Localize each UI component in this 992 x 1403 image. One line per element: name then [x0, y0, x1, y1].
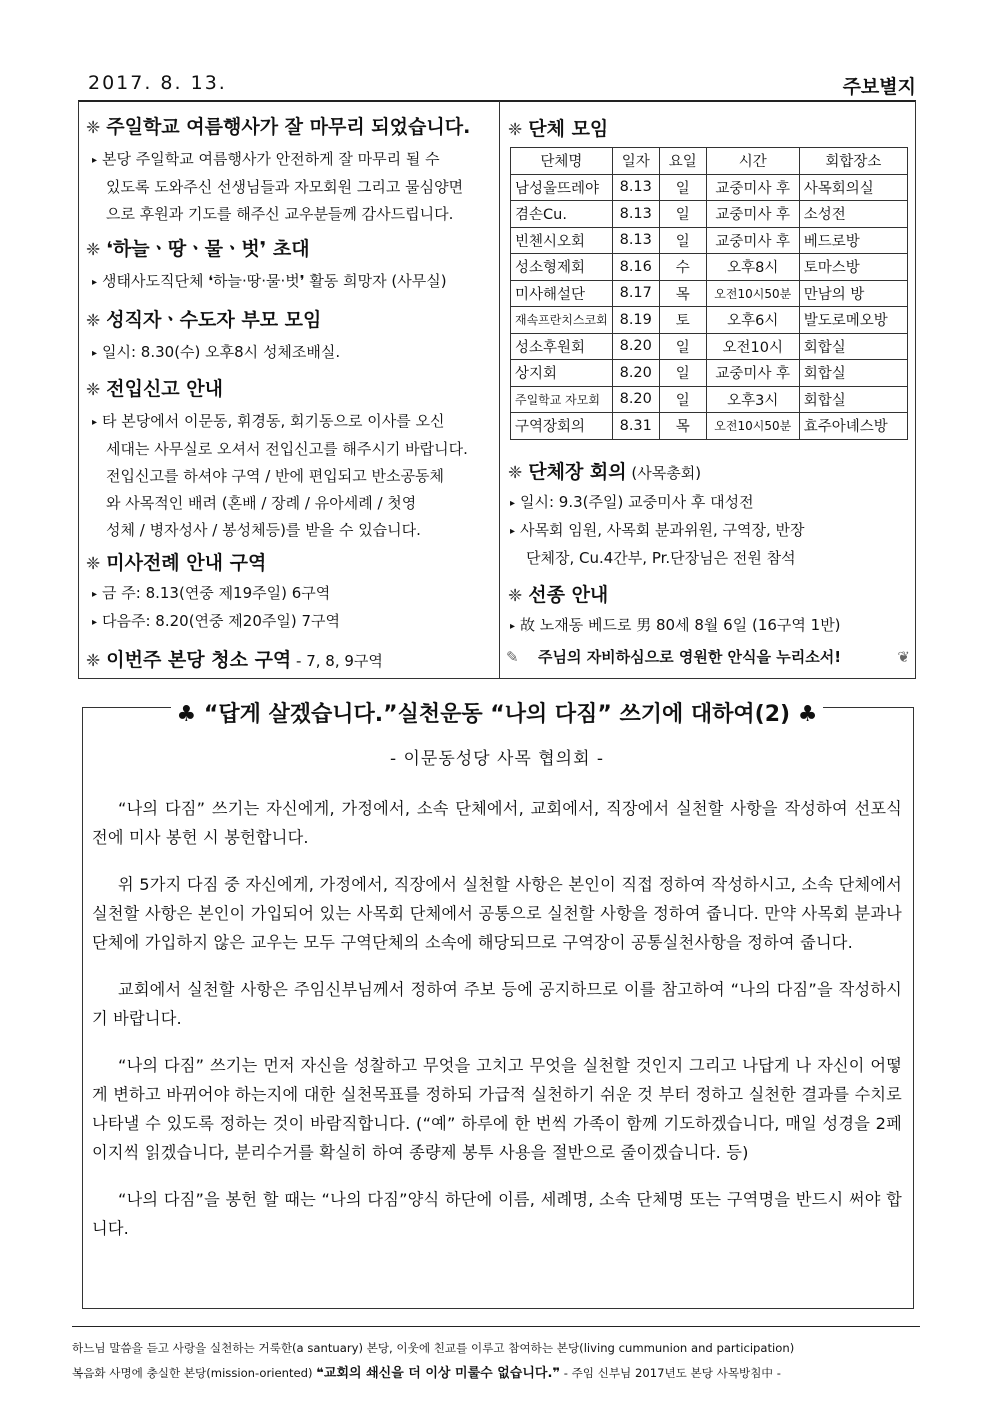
- table-cell: 일: [659, 360, 706, 387]
- table-cell: 성소후원회: [511, 333, 613, 360]
- table-cell: 8.13: [612, 201, 659, 228]
- table-row: [511, 227, 908, 254]
- table-cell: 발도로메오방: [799, 307, 907, 334]
- table-row: [511, 280, 908, 307]
- section-cleaning: [86, 648, 498, 673]
- table-cell: 효주아녜스방: [799, 413, 907, 440]
- table-row: [511, 174, 908, 201]
- table-cell: 수: [659, 254, 706, 281]
- table-cell: 목: [659, 413, 706, 440]
- table-cell: 일: [659, 174, 706, 201]
- table-cell: 구역장회의: [511, 413, 613, 440]
- bullet-icon: ▸: [510, 621, 516, 632]
- section-funeral: [508, 583, 912, 640]
- table-cell: 오후3시: [706, 386, 799, 413]
- notice-line: 사목회 임원, 사목회 분과위원, 구역장, 반장: [520, 521, 805, 539]
- footer-motto-1: 하느님 말씀을 듣고 사랑을 실천하는 거룩한(a santuary) 본당, 이웃에 친교를 이루고 참여하는 본당(living cummunion and participation): [72, 1341, 795, 1355]
- notice-line: 故 노재동 베드로 男 80세 8월 6일 (16구역 1반): [520, 616, 841, 634]
- section-suffix: - 7, 8, 9구역: [291, 652, 383, 670]
- bulletin-date: 2017. 8. 13.: [88, 72, 227, 94]
- table-cell: 사목회의실: [799, 174, 907, 201]
- article-paragraph: 위 5가지 다짐 중 자신에게, 가정에서, 직장에서 실천할 사항은 본인이 직접 정하여 작성하시고, 소속 단체에서 실천할 사항은 본인이 가입되어 있는 사목회 단체에서 공통으로 실천할 사항을 정하여 줍니다. 만약 사목회 분과나 단체에 가입하지 않은 교우는 모두 구역단체의 소속에 해당되므로 구역장이 공통실천사항을 정하여 줍니다.: [92, 875, 902, 952]
- table-cell: 재속프란치스코회: [511, 307, 613, 334]
- section-eco-invite: [86, 237, 498, 296]
- table-cell: 오전10시: [706, 333, 799, 360]
- table-cell: 8.13: [612, 227, 659, 254]
- section-title: ❛하늘ㆍ땅ㆍ물ㆍ벗❜ 초대: [106, 238, 310, 260]
- article-paragraph: “나의 다짐” 쓰기는 먼저 자신을 성찰하고 무엇을 고치고 무엇을 실천할 것인지 그리고 나답게 나 자신이 어떻게 변하고 바뀌어야 하는지에 대한 실천목표를 정하되 가급적 실천하기 쉬운 것 부터 정하고 실천한 결과를 수치로 나타낼 수 있도록 정하는 것이 바람직합니다. (“예” 하루에 한 번씩 가족이 함께 기도하겠습니다, 매일 성경을 2페이지씩 읽겠습니다, 분리수거를 확실히 하여 종량제 봉투 사용을 절반으로 줄이겠습니다. 등): [92, 1056, 903, 1162]
- table-cell: 주일학교 자모회: [511, 386, 613, 413]
- table-cell: 빈첸시오회: [511, 227, 613, 254]
- group-meeting-table: [510, 147, 908, 440]
- table-cell: 회합실: [799, 386, 907, 413]
- table-cell: 오후8시: [706, 254, 799, 281]
- table-cell: 남성울뜨레야: [511, 174, 613, 201]
- notice-line: 다음주: 8.20(연중 제20주일) 7구역: [102, 612, 340, 630]
- flower-icon: ❈: [86, 240, 101, 260]
- section-liturgy: [86, 551, 498, 636]
- article-body: [92, 794, 902, 1243]
- table-cell: 8.17: [612, 280, 659, 307]
- table-cell: 회합실: [799, 333, 907, 360]
- table-cell: 교중미사 후: [706, 360, 799, 387]
- column-divider: [499, 101, 500, 678]
- section-suffix: (사목총회): [626, 464, 702, 482]
- notice-line: 일시: 9.3(주일) 교중미사 후 대성전: [520, 493, 754, 511]
- table-cell: 미사해설단: [511, 280, 613, 307]
- section-title: 전입신고 안내: [106, 378, 223, 400]
- table-cell: 8.19: [612, 307, 659, 334]
- article-subtitle: - 이문동성당 사목 협의회 -: [389, 749, 605, 769]
- table-cell: 회합실: [799, 360, 907, 387]
- table-cell: 8.13: [612, 174, 659, 201]
- article-paragraph: “나의 다짐” 쓰기는 자신에게, 가정에서, 소속 단체에서, 교회에서, 직장에서 실천할 사항을 작성하여 선포식 전에 미사 봉헌 시 봉헌합니다.: [92, 799, 902, 847]
- footer-rule: [72, 1326, 920, 1327]
- section-title: 선종 안내: [528, 584, 609, 606]
- section-move-in: [86, 377, 498, 544]
- table-cell: 일: [659, 227, 706, 254]
- bullet-icon: ▸: [92, 155, 98, 166]
- table-row: [511, 360, 908, 387]
- table-row: [511, 333, 908, 360]
- notice-line: 와 사목적인 배려 (혼배 / 장례 / 유아세례 / 첫영: [106, 494, 417, 512]
- notice-line: 으로 후원과 기도를 해주신 교우분들께 감사드립니다.: [106, 205, 454, 223]
- column-header: 시간: [706, 148, 799, 175]
- flower-icon: ❈: [508, 463, 523, 483]
- table-row: [511, 307, 908, 334]
- table-cell: 교중미사 후: [706, 227, 799, 254]
- column-header: 요일: [659, 148, 706, 175]
- section-title: 성직자ㆍ수도자 부모 모임: [106, 309, 322, 331]
- flower-icon: ❈: [86, 311, 101, 331]
- section-title: 단체 모임: [528, 118, 609, 140]
- section-title: 주일학교 여름행사가 잘 마무리 되었습니다.: [106, 116, 471, 138]
- table-row: [511, 254, 908, 281]
- notice-line: 전입신고를 하셔야 구역 / 반에 편입되고 반소공동체: [106, 467, 444, 485]
- table-cell: 일: [659, 201, 706, 228]
- prayer-text: 주님의 자비하심으로 영원한 안식을 누리소서!: [538, 648, 842, 666]
- bullet-icon: ▸: [92, 277, 98, 288]
- section-clergy-parents: [86, 308, 498, 367]
- article-title: ♣ “답게 살겠습니다.”실천운동 “나의 다짐” 쓰기에 대하여(2) ♣: [82, 697, 912, 728]
- table-cell: 8.31: [612, 413, 659, 440]
- bullet-icon: ▸: [510, 498, 516, 509]
- candle-icon: ✎: [506, 648, 519, 666]
- table-cell: 토마스방: [799, 254, 907, 281]
- table-cell: 오후6시: [706, 307, 799, 334]
- notice-line: 세대는 사무실로 오셔서 전입신고를 해주시기 바랍니다.: [106, 440, 468, 458]
- notice-line: 있도록 도와주신 선생님들과 자모회원 그리고 물심양면: [106, 178, 464, 196]
- article-paragraph: 교회에서 실천할 사항은 주임신부님께서 정하여 주보 등에 공지하므로 이를 참고하여 “나의 다짐”을 작성하시기 바랍니다.: [92, 980, 902, 1028]
- section-group-meetings-title: [508, 117, 912, 142]
- flower-icon: ❈: [86, 651, 101, 671]
- footer-motto-2b: ❝교회의 쇄신을 더 이상 미룰수 없습니다.❞: [316, 1366, 561, 1381]
- section-leaders-meeting: [508, 460, 912, 572]
- flower-icon: ❈: [508, 120, 523, 140]
- notice-line: 성체 / 병자성사 / 봉성체등)를 받을 수 있습니다.: [106, 521, 421, 539]
- table-cell: 성소형제회: [511, 254, 613, 281]
- table-row: [511, 413, 908, 440]
- footer-motto-2a: 복음화 사명에 충실한 본당(mission-oriented): [72, 1366, 317, 1380]
- column-header: 일자: [612, 148, 659, 175]
- bullet-icon: ▸: [92, 348, 98, 359]
- table-row: [511, 201, 908, 228]
- table-cell: 8.16: [612, 254, 659, 281]
- prayer-line: [506, 644, 910, 670]
- section-title: 이번주 본당 청소 구역: [106, 649, 292, 671]
- table-cell: 목: [659, 280, 706, 307]
- table-cell: 오전10시50분: [706, 280, 799, 307]
- bullet-icon: ▸: [92, 589, 98, 600]
- table-cell: 오전10시50분: [706, 413, 799, 440]
- table-cell: 8.20: [612, 360, 659, 387]
- bulletin-label: 주보별지: [842, 76, 916, 98]
- table-cell: 소성전: [799, 201, 907, 228]
- article-paragraph: “나의 다짐”을 봉헌 할 때는 “나의 다짐”양식 하단에 이름, 세례명, 소속 단체명 또는 구역명을 반드시 써야 합니다.: [92, 1190, 902, 1238]
- footer-motto-2c: - 주임 신부님 2017년도 본당 사목방침中 -: [560, 1366, 781, 1380]
- notice-line: 생태사도직단체 ❛하늘·땅·물·벗❜ 활동 희망자 (사무실): [102, 272, 447, 290]
- notice-line: 단체장, Cu.4간부, Pr.단장님은 전원 참석: [526, 549, 796, 567]
- table-cell: 상지회: [511, 360, 613, 387]
- section-summer-event: [86, 115, 498, 228]
- table-cell: 만남의 방: [799, 280, 907, 307]
- column-header: 회합장소: [799, 148, 907, 175]
- table-cell: 베드로방: [799, 227, 907, 254]
- notice-line: 금 주: 8.13(연중 제19주일) 6구역: [102, 584, 331, 602]
- table-cell: 토: [659, 307, 706, 334]
- bullet-icon: ▸: [92, 617, 98, 628]
- flower-icon: ❈: [86, 380, 101, 400]
- flower-icon: ❈: [508, 586, 523, 606]
- table-cell: 일: [659, 333, 706, 360]
- table-cell: 8.20: [612, 333, 659, 360]
- section-title: 미사전례 안내 구역: [106, 552, 267, 574]
- flower-icon: ❈: [86, 118, 101, 138]
- table-cell: 8.20: [612, 386, 659, 413]
- footer-motto-2: [72, 1362, 781, 1381]
- notice-line: 타 본당에서 이문동, 휘경동, 회기동으로 이사를 오신: [102, 412, 445, 430]
- column-header: 단체명: [511, 148, 613, 175]
- table-cell: 일: [659, 386, 706, 413]
- table-cell: 겸손Cu.: [511, 201, 613, 228]
- notice-line: 일시: 8.30(수) 오후8시 성체조배실.: [102, 343, 341, 361]
- section-title: 단체장 회의: [528, 461, 627, 483]
- table-cell: 교중미사 후: [706, 174, 799, 201]
- table-cell: 교중미사 후: [706, 201, 799, 228]
- lily-icon: ❦: [897, 648, 910, 666]
- bullet-icon: ▸: [92, 417, 98, 428]
- flower-icon: ❈: [86, 554, 101, 574]
- table-header-row: [511, 148, 908, 175]
- bullet-icon: ▸: [510, 526, 516, 537]
- table-row: [511, 386, 908, 413]
- notice-line: 본당 주일학교 여름행사가 안전하게 잘 마무리 될 수: [102, 150, 440, 168]
